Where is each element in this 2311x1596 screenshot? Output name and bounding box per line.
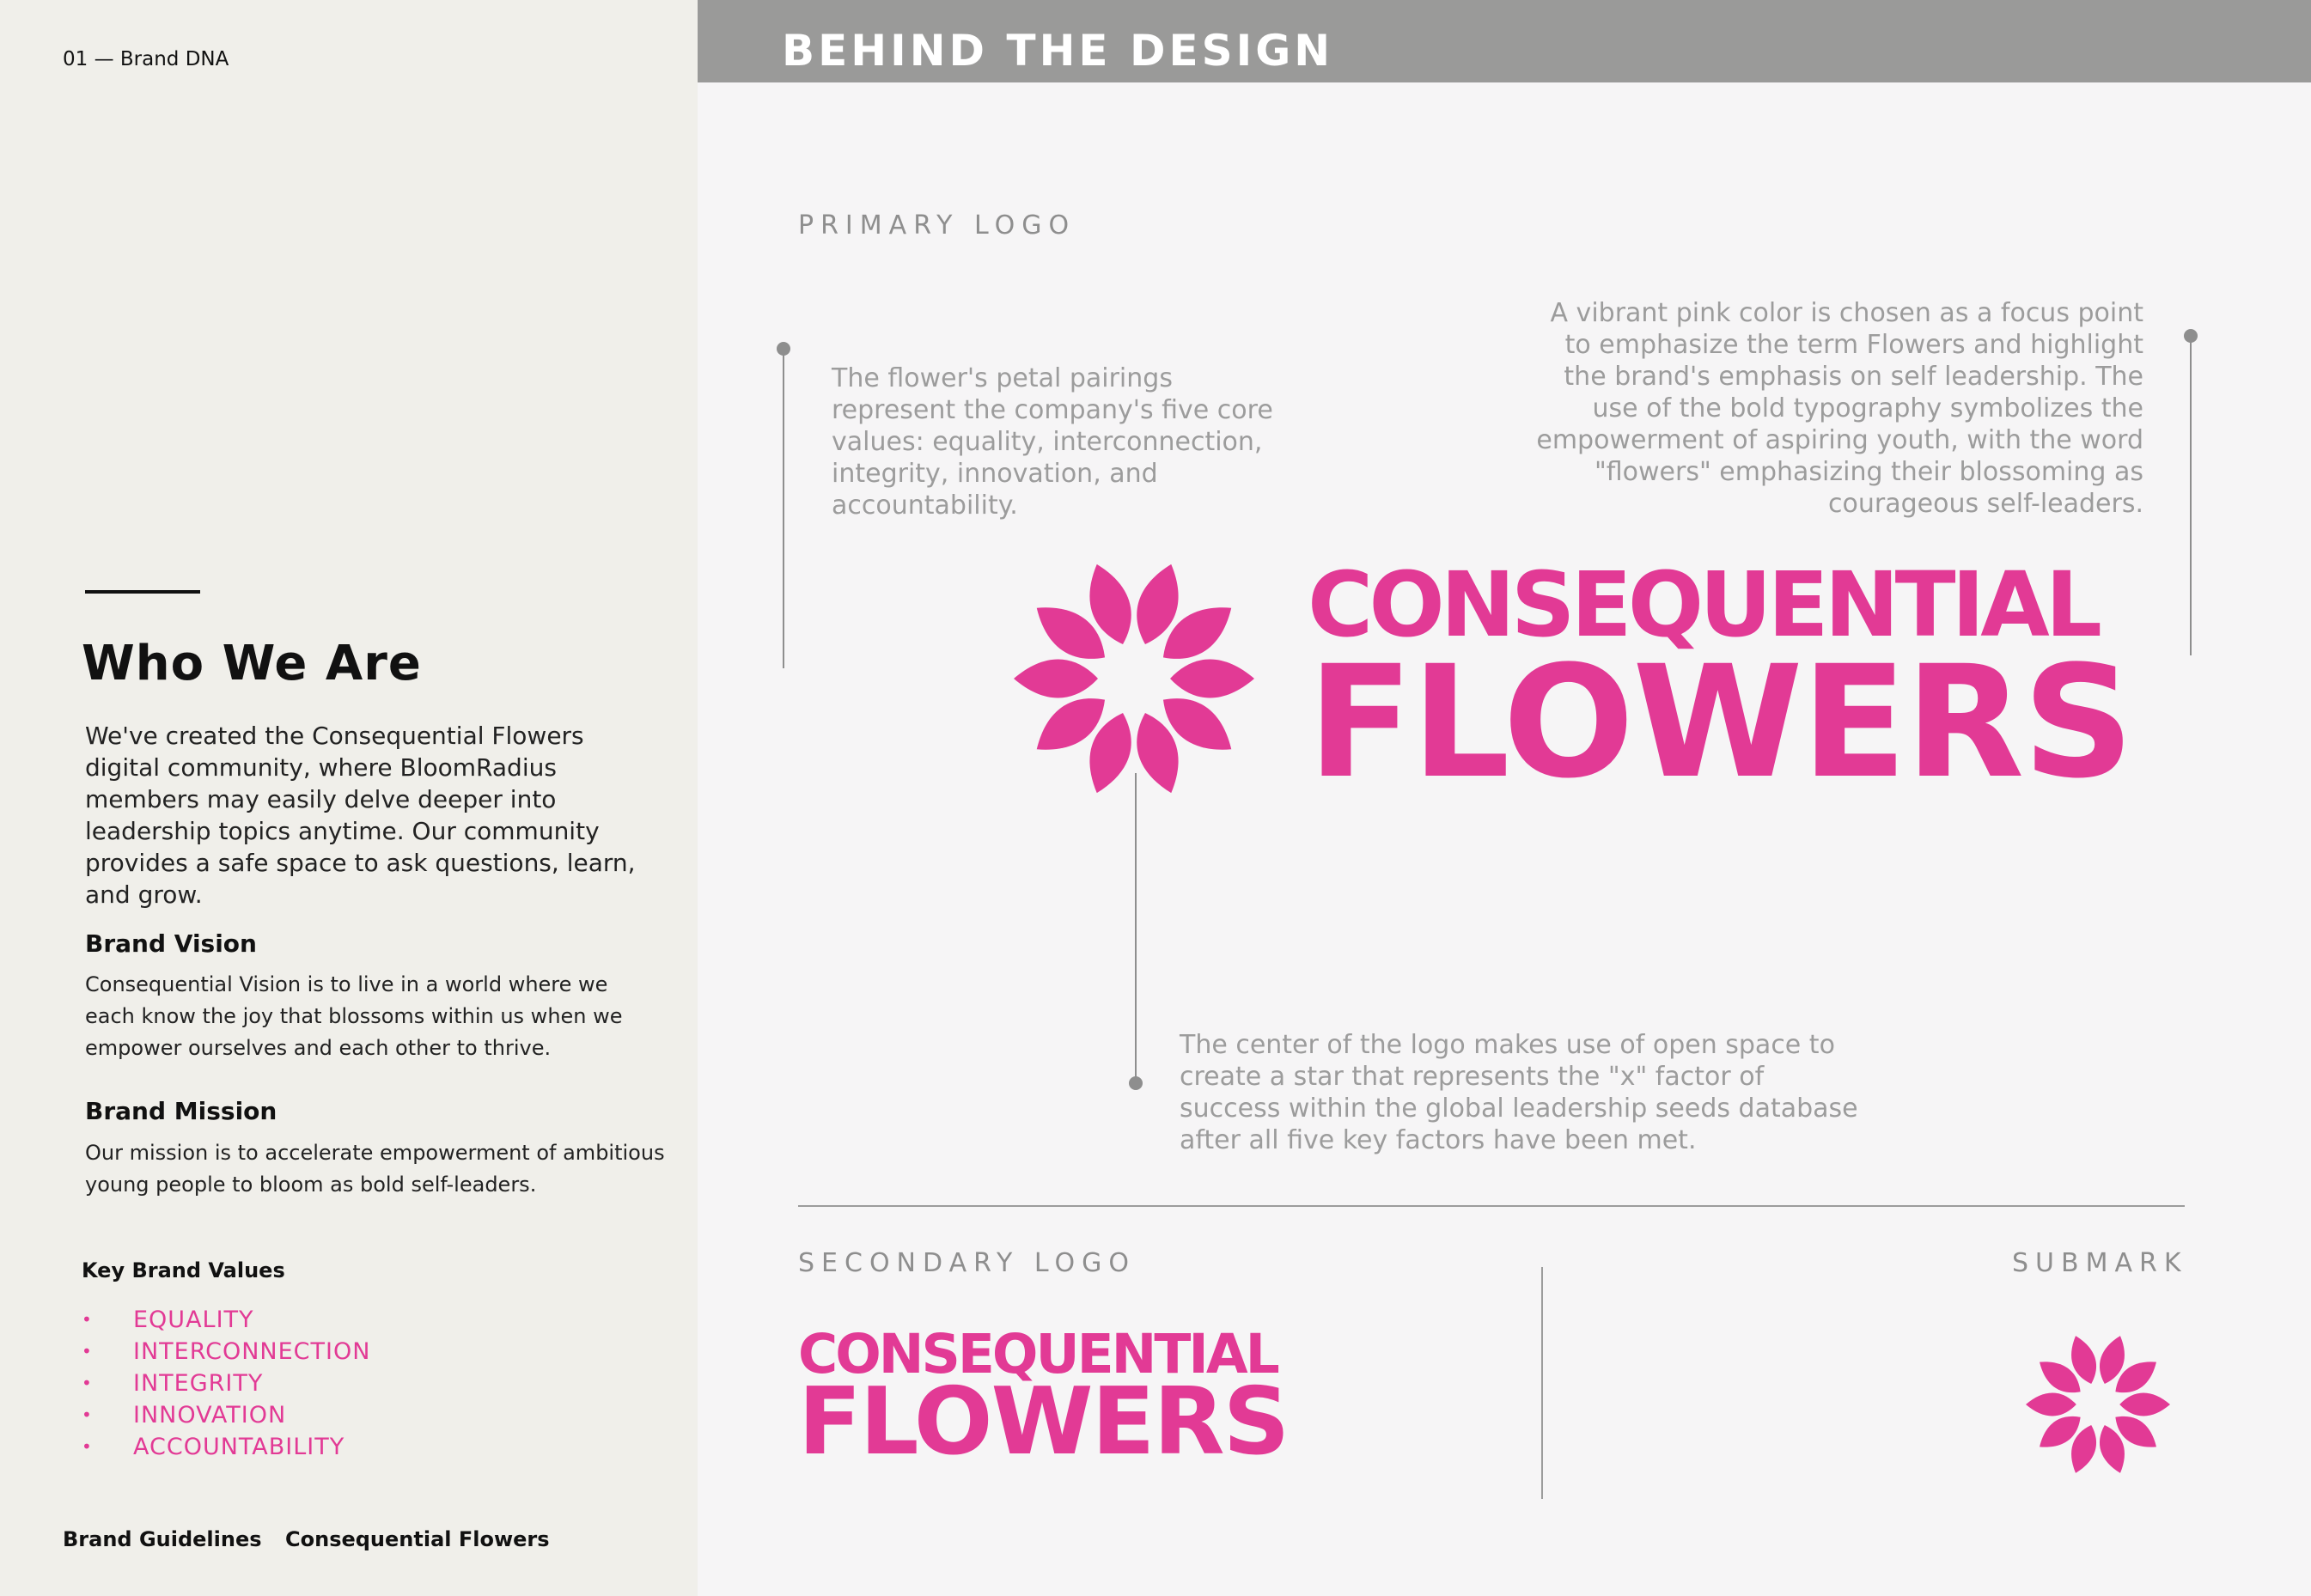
bullet-icon: •: [82, 1309, 93, 1330]
key-values-title: Key Brand Values: [82, 1258, 285, 1282]
callout-line-left: [783, 349, 784, 668]
footer-company-name: Consequential Flowers: [285, 1527, 550, 1551]
value-item: • INTERCONNECTION: [82, 1336, 370, 1368]
who-we-are-title: Who We Are: [82, 636, 422, 691]
color-note: A vibrant pink color is chosen as a focus point to emphasize the term Flowers and highlight the brand's emphasis on self leadership. The use of the bold typography symbolizes the empowerment of aspiring youth, with the word "flowers" emphasizing their blossoming as courageous self-leaders.: [1536, 298, 2143, 519]
callout-line-bottom: [1135, 773, 1137, 1082]
primary-logo-label: PRIMARY LOGO: [798, 210, 1076, 241]
petal-note: The flower's petal pairings represent the company's five core values: equality, interconnection, integrity, innovation, and accountability.: [832, 363, 1273, 521]
intro-paragraph: We've created the Consequential Flowers digital community, where BloomRadius members may easily delve deeper into leadership topics anytime. Our community provides a safe space to ask questions, learn, and grow.: [85, 722, 636, 909]
submark-label: SUBMARK: [2012, 1248, 2188, 1278]
brand-vision-title: Brand Vision: [85, 929, 257, 958]
bullet-icon: •: [82, 1436, 93, 1457]
brand-mission-text: Our mission is to accelerate empowerment of ambitious young people to bloom as bold self-leaders.: [85, 1141, 665, 1197]
header-title: BEHIND THE DESIGN: [782, 26, 1334, 76]
secondary-logo-line1: CONSEQUENTIAL: [798, 1323, 1277, 1386]
bullet-icon: •: [82, 1404, 93, 1425]
value-item: • INTEGRITY: [82, 1368, 370, 1399]
section-divider: [798, 1205, 2185, 1207]
callout-dot-bottom: [1129, 1076, 1143, 1090]
bullet-icon: •: [82, 1341, 93, 1361]
brand-mission-title: Brand Mission: [85, 1097, 277, 1125]
title-rule: [85, 590, 200, 594]
value-item: • ACCOUNTABILITY: [82, 1431, 370, 1463]
center-note: The center of the logo makes use of open space to create a star that represents the "x" factor of success within the global leadership seeds database after all five key factors have been met.: [1180, 1030, 1858, 1155]
value-item: • EQUALITY: [82, 1304, 370, 1336]
flower-icon: [2021, 1327, 2175, 1482]
primary-logo-line1: CONSEQUENTIAL: [1308, 552, 2099, 657]
value-item: • INNOVATION: [82, 1399, 370, 1431]
secondary-logo-line2: FLOWERS: [798, 1368, 1289, 1476]
key-values-list: [82, 1304, 370, 1463]
secondary-logo-label: SECONDARY LOGO: [798, 1248, 1137, 1278]
primary-logo-line2: FLOWERS: [1308, 633, 2133, 813]
brand-vision-text: Consequential Vision is to live in a world where we each know the joy that blossoms within us when we empower ourselves and each other to thrive.: [85, 972, 623, 1060]
callout-line-right: [2190, 336, 2192, 655]
vertical-divider: [1541, 1267, 1543, 1499]
section-label: 01 — Brand DNA: [63, 48, 229, 70]
footer-brand-guidelines: Brand Guidelines: [63, 1527, 262, 1551]
flower-icon: [1005, 550, 1263, 807]
bullet-icon: •: [82, 1373, 93, 1393]
